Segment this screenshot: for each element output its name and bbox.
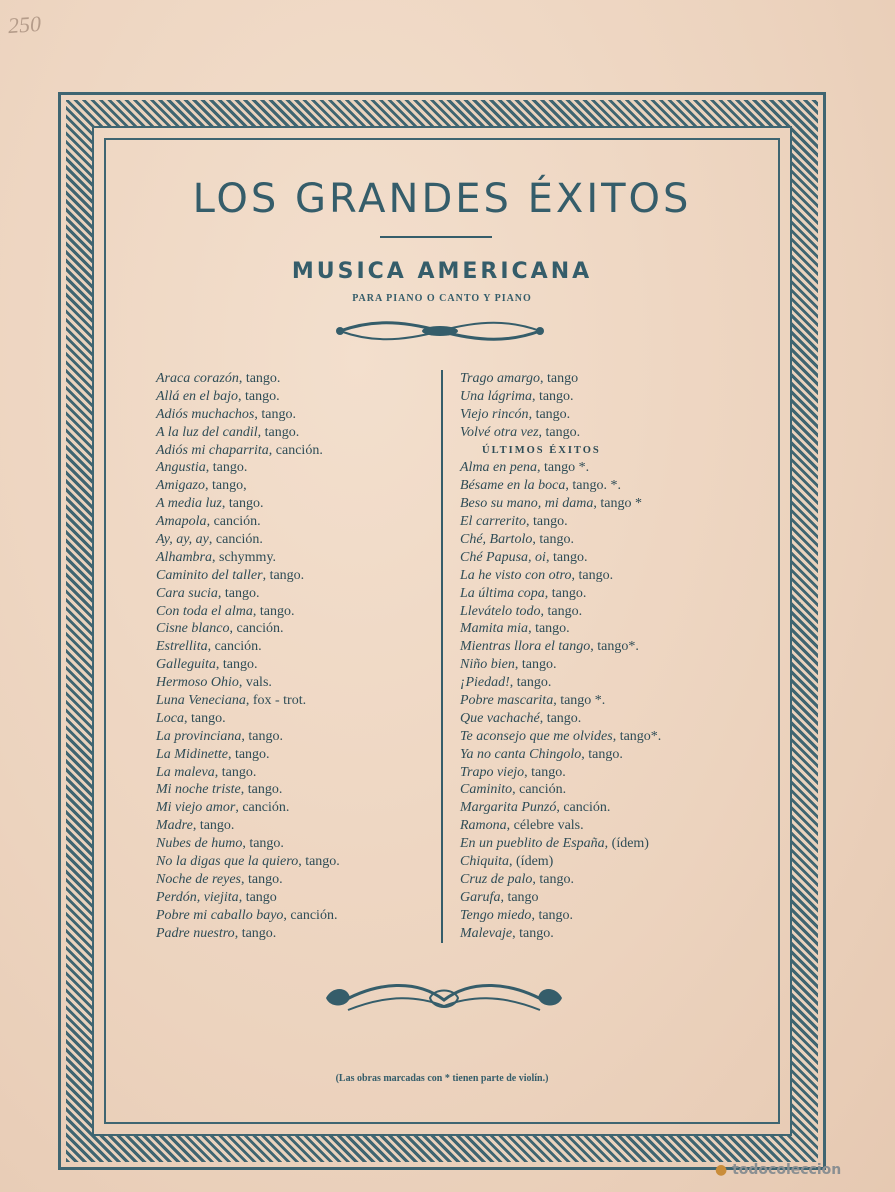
song-title: Cruz de palo [460,871,533,887]
song-genre: , canción. [206,514,261,530]
song-entry [156,656,436,674]
song-genre: , célebre vals. [506,818,584,834]
song-entry [156,370,436,388]
song-title: ¡Piedad! [460,675,510,691]
song-genre: , tango. [221,496,264,512]
song-title: Viejo rincón [460,406,529,422]
song-entry [460,835,760,853]
song-title: La Midinette [156,746,228,762]
song-list-right [460,370,760,943]
song-entry [460,871,760,889]
song-title: Mientras llora el tango [460,639,591,655]
song-title: Alhambra [156,549,212,565]
song-genre: , tango. [217,585,260,601]
page-title: LOS GRANDES ÉXITOS [192,176,692,222]
song-genre: , tango. [254,406,296,422]
song-entry [156,424,436,442]
song-entry [156,925,436,943]
song-genre: , tango. [544,585,587,601]
song-genre: , tango. [234,925,277,941]
song-title: La maleva [156,764,215,780]
song-genre: , tango. [571,567,614,583]
song-entry [460,746,760,764]
song-genre: , tango. [531,907,574,923]
song-genre: , tango. [532,532,574,548]
song-title: Angustia [156,460,206,476]
song-title: Hermoso Ohio [156,675,239,691]
song-genre: , canción. [207,639,262,655]
song-genre: , tango [238,889,277,905]
song-entry [460,388,760,406]
song-title: Una lágrima [460,388,532,404]
song-genre: , tango. [238,388,280,404]
song-genre: , tango*. [612,728,662,744]
song-title: Loca [156,710,184,726]
song-genre: , tango. [252,603,295,619]
section-heading: ÚLTIMOS ÉXITOS [482,444,601,456]
song-genre: , canción. [556,800,611,816]
top-ornament-icon [330,318,550,344]
watermark-text: todocoleccion [732,1162,842,1178]
song-genre: , tango [500,889,539,905]
song-entry [460,889,760,907]
song-title: Galleguita [156,657,216,673]
song-title: Nubes de humo [156,836,243,852]
song-title: A la luz del candil [156,424,258,440]
song-entry [156,388,436,406]
song-title: Caminito del taller [156,567,263,583]
song-entry [460,764,760,782]
song-title: Araca corazón [156,371,239,386]
song-genre: , tango. [262,567,305,583]
song-genre: , (ídem) [604,836,649,852]
song-genre: , canción. [268,442,323,458]
song-genre: , tango. [514,657,557,673]
song-genre: , tango. [227,746,270,762]
song-title: Con toda el alma [156,603,253,619]
song-title: Malevaje [460,925,513,941]
subtitle: MUSICA AMERICANA [291,259,593,284]
song-genre: , canción. [283,907,338,923]
song-entry [460,781,760,799]
song-genre: , tango. [509,675,552,691]
song-title: Garufa [460,889,501,905]
song-entry [460,549,760,567]
song-entry [156,764,436,782]
song-genre: , tango. [215,657,258,673]
song-genre: , tango. [531,388,574,404]
song-title: Trapo viejo [460,764,525,780]
song-title: Allá en el bajo [156,388,239,404]
song-entry [460,692,760,710]
song-entry [156,817,436,835]
song-entry [460,424,760,442]
song-title: Volvé otra vez [460,424,539,440]
song-genre: , vals. [238,675,272,691]
song-title: La provinciana [156,728,242,744]
song-title: Pobre mascarita [460,693,554,709]
song-title: Ay, ay, ay [156,532,209,548]
song-genre: , tango. [241,871,283,887]
song-genre: , tango*. [590,639,639,655]
song-entry [156,835,436,853]
song-entry [156,907,436,925]
song-title: Alma en pena [460,460,537,476]
song-entry [460,513,760,531]
song-title: Te aconsejo que me olvides [460,728,613,744]
song-genre: , tango. [205,460,248,476]
song-title: Bésame en la boca [460,478,566,494]
song-genre: , tango. [241,728,284,744]
song-genre: , tango. [298,854,340,870]
song-title: Padre nuestro [156,925,235,941]
song-genre: , tango. [184,710,226,726]
song-entry [460,406,760,424]
song-entry [156,638,436,656]
song-genre: , tango. [528,406,571,422]
song-genre: , tango. [538,424,581,440]
song-genre: , tango. [240,782,283,798]
song-entry [460,853,760,871]
song-entry [156,603,436,621]
song-title: Caminito [460,782,513,798]
song-title: Mi viejo amor [156,800,236,816]
song-entry [460,459,760,477]
song-title: Luna Veneciana [156,693,246,709]
title-underline [380,236,492,238]
song-title: Madre [156,818,193,834]
song-entry [156,853,436,871]
song-genre: , tango. [192,818,235,834]
song-genre: , (ídem) [509,854,554,870]
song-title: Mamita mia [460,621,529,637]
song-entry [156,442,436,460]
song-entry [156,459,436,477]
song-genre: , tango. [257,424,300,440]
song-entry [460,710,760,728]
song-genre: , tango * [593,496,642,512]
song-title: Que vachaché [460,710,540,726]
song-entry [156,781,436,799]
song-title: A media luz [156,496,222,512]
song-genre: , tango. [528,621,570,637]
song-title: Amapola [156,514,207,530]
bottom-ornament-icon [318,976,570,1018]
song-entry [156,495,436,513]
song-entry [156,620,436,638]
song-title: Mi noche triste [156,782,241,798]
song-entry [156,513,436,531]
song-genre: , tango. [238,371,281,386]
watermark [715,1162,841,1178]
song-genre: , canción. [235,800,290,816]
song-title: La he visto con otro [460,567,572,583]
song-genre: , tango. [539,710,582,726]
song-title: En un pueblito de España [460,836,605,852]
column-divider [441,370,443,943]
instrumentation-line: PARA PIANO O CANTO Y PIANO [352,293,532,304]
song-entry [156,477,436,495]
song-entry [156,710,436,728]
pencil-mark: 250 [7,10,42,39]
song-entry [460,817,760,835]
song-genre: , tango [540,371,579,386]
song-genre: , tango. [214,764,257,780]
song-title: Niño bien [460,657,515,673]
song-title: Beso su mano, mi dama [460,496,594,512]
song-entry [460,585,760,603]
song-entry [156,871,436,889]
song-entry [156,746,436,764]
song-title: Trago amargo [460,371,541,386]
song-genre: , tango *. [553,693,606,709]
song-entry [460,907,760,925]
song-entry [156,674,436,692]
song-entry [460,799,760,817]
song-entry [156,531,436,549]
song-entry [460,370,760,388]
song-entry [460,620,760,638]
song-entry [156,567,436,585]
song-entry [460,567,760,585]
song-title: Llevátelo todo [460,603,541,619]
song-genre: , tango *. [536,460,590,476]
song-title: El carrerito [460,514,526,530]
song-genre: , fox - trot. [245,693,307,709]
song-entry [156,549,436,567]
song-title: Noche de reyes [156,871,241,887]
song-title: Chiquita [460,854,510,870]
song-entry [460,728,760,746]
song-entry [460,477,760,495]
song-genre: , tango, [205,478,247,494]
song-title: Ché Papusa, oi [460,549,546,565]
song-genre: , tango. [242,836,284,852]
song-entry [460,925,760,943]
song-list-left [156,370,436,943]
song-genre: , tango. *. [565,478,621,494]
song-genre: , canción. [229,621,284,637]
song-entry [460,674,760,692]
song-genre: , tango. [524,764,566,780]
song-title: Margarita Punzó [460,800,557,816]
song-genre: , tango. [525,514,568,530]
song-entry [156,585,436,603]
song-title: Adiós muchachos [156,406,255,422]
song-title: Tengo miedo [460,907,532,923]
song-genre: , tango. [512,925,554,941]
song-title: Ché, Bartolo [460,532,533,548]
song-genre: , canción. [208,532,263,548]
song-entry [460,531,760,549]
song-entry [156,692,436,710]
song-genre: , tango. [545,549,588,565]
song-genre: , tango. [532,871,574,887]
song-entry [460,495,760,513]
song-entry [156,799,436,817]
song-genre: , canción. [512,782,567,798]
song-title: Ya no canta Chingolo [460,746,582,762]
song-genre: , schymmy. [212,549,277,565]
song-title: Perdón, viejita [156,889,239,905]
watermark-dot-icon: ● [715,1162,733,1178]
song-title: La última copa [460,585,545,601]
song-title: Amigazo [156,478,205,494]
song-title: No la digas que la quiero [156,854,299,870]
song-entry [156,728,436,746]
song-entry [156,889,436,907]
song-genre: , tango. [540,603,583,619]
footnote: (Las obras marcadas con * tienen parte de violín.) [335,1073,549,1084]
song-entry [460,603,760,621]
song-title: Estrellita [156,639,208,655]
song-title: Cisne blanco [156,621,230,637]
song-entry [156,406,436,424]
song-entry [460,638,760,656]
song-title: Ramona [460,818,507,834]
song-title: Pobre mi caballo bayo [156,907,284,923]
song-genre: , tango. [581,746,623,762]
song-entry [460,656,760,674]
song-title: Adiós mi chaparrita [156,442,269,458]
song-title: Cara sucia [156,585,218,601]
